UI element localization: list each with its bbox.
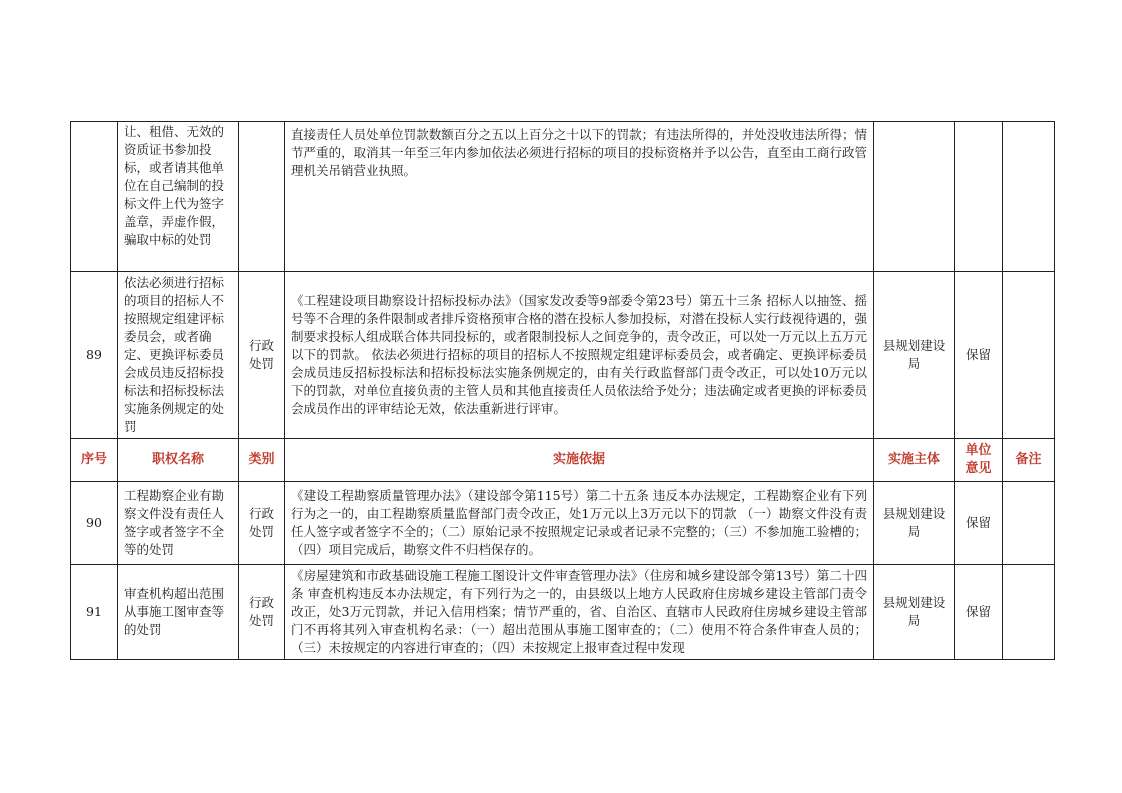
table-header-row [71,439,1055,482]
table-row [71,565,1055,660]
legal-basis: 《房屋建筑和市政基础设施工程施工图设计文件审查管理办法》（住房和城乡建设部令第13号）第二十四条 审查机构违反本办法规定，有下列行为之一的，由县级以上地方人民政府住房城乡建设主管部门责令改正，处3万元罚款，并记入信用档案；情节严重的，省、自治区、直辖市人民政府住房城乡建设主管部门不再将其列入审查机构名录：（一）超出范围从事施工图审查的；（二）使用不符合条件审查人员的；（三）未按规定的内容进行审查的；（四）未按规定上报审查过程中发现 [285,565,874,660]
remarks [1003,122,1055,272]
row-number: 90 [71,482,118,565]
authority-name: 让、租借、无效的资质证书参加投标，或者请其他单位在自己编制的投标文件上代为签字盖章，弄虚作假，骗取中标的处罚 [118,122,239,272]
legal-basis: 《工程建设项目勘察设计招标投标办法》（国家发改委等9部委令第23号）第五十三条 招标人以抽签、摇号等不合理的条件限制或者排斥资格预审合格的潜在投标人参加投标，对潜在投标人实行歧视待遇的，强制要求投标人组成联合体共同投标的，或者限制投标人之间竞争的，责令改正，可以处一万元以上五万元以下的罚款。 依法必须进行招标的项目的招标人不按照规定组建评标委员会，或者确定、更换评标委员会成员违反招标投标法和招标投标法实施条例规定的，由有关行政监督部门责令改正，可以处10万元以下的罚款，对单位直接负责的主管人员和其他直接责任人员依法给予处分；违法确定或者更换的评标委员会成员作出的评审结论无效，依法重新进行评审。 [285,272,874,439]
table-row [71,482,1055,565]
implementing-body [874,122,955,272]
category [239,122,285,272]
category: 行政处罚 [239,565,285,660]
row-number [71,122,118,272]
legal-basis: 直接责任人员处单位罚款数额百分之五以上百分之十以下的罚款；有违法所得的，并处没收违法所得；情节严重的，取消其一年至三年内参加依法必须进行招标的项目的投标资格并予以公告，直至由工商行政管理机关吊销营业执照。 [285,122,874,272]
authority-name: 工程勘察企业有勘察文件没有责任人签字或者签字不全等的处罚 [118,482,239,565]
authority-name: 依法必须进行招标的项目的招标人不按照规定组建评标委员会，或者确定、更换评标委员会成员违反招标投标法和招标投标法实施条例规定的处罚 [118,272,239,439]
remarks [1003,272,1055,439]
implementing-body: 县规划建设局 [874,272,955,439]
unit-opinion: 保留 [955,565,1003,660]
remarks [1003,482,1055,565]
unit-opinion: 保留 [955,272,1003,439]
header-opinion: 单位意见 [955,439,1003,482]
header-body: 实施主体 [874,439,955,482]
category: 行政处罚 [239,482,285,565]
remarks [1003,565,1055,660]
row-number: 89 [71,272,118,439]
header-num: 序号 [71,439,118,482]
legal-basis: 《建设工程勘察质量管理办法》（建设部令第115号）第二十五条 违反本办法规定，工程勘察企业有下列行为之一的，由工程勘察质量监督部门责令改正，处1万元以上3万元以下的罚款 （一）勘察文件没有责任人签字或者签字不全的；（二）原始记录不按照规定记录或者记录不完整的；（三）不参加施工验槽的；（四）项目完成后，勘察文件不归档保存的。 [285,482,874,565]
authority-table [70,121,1055,660]
authority-name: 审查机构超出范围从事施工图审查等的处罚 [118,565,239,660]
header-name: 职权名称 [118,439,239,482]
header-basis: 实施依据 [285,439,874,482]
unit-opinion: 保留 [955,482,1003,565]
unit-opinion [955,122,1003,272]
implementing-body: 县规划建设局 [874,565,955,660]
category: 行政处罚 [239,272,285,439]
header-note: 备注 [1003,439,1055,482]
table-row [71,122,1055,272]
implementing-body: 县规划建设局 [874,482,955,565]
table-row [71,272,1055,439]
header-category: 类别 [239,439,285,482]
row-number: 91 [71,565,118,660]
